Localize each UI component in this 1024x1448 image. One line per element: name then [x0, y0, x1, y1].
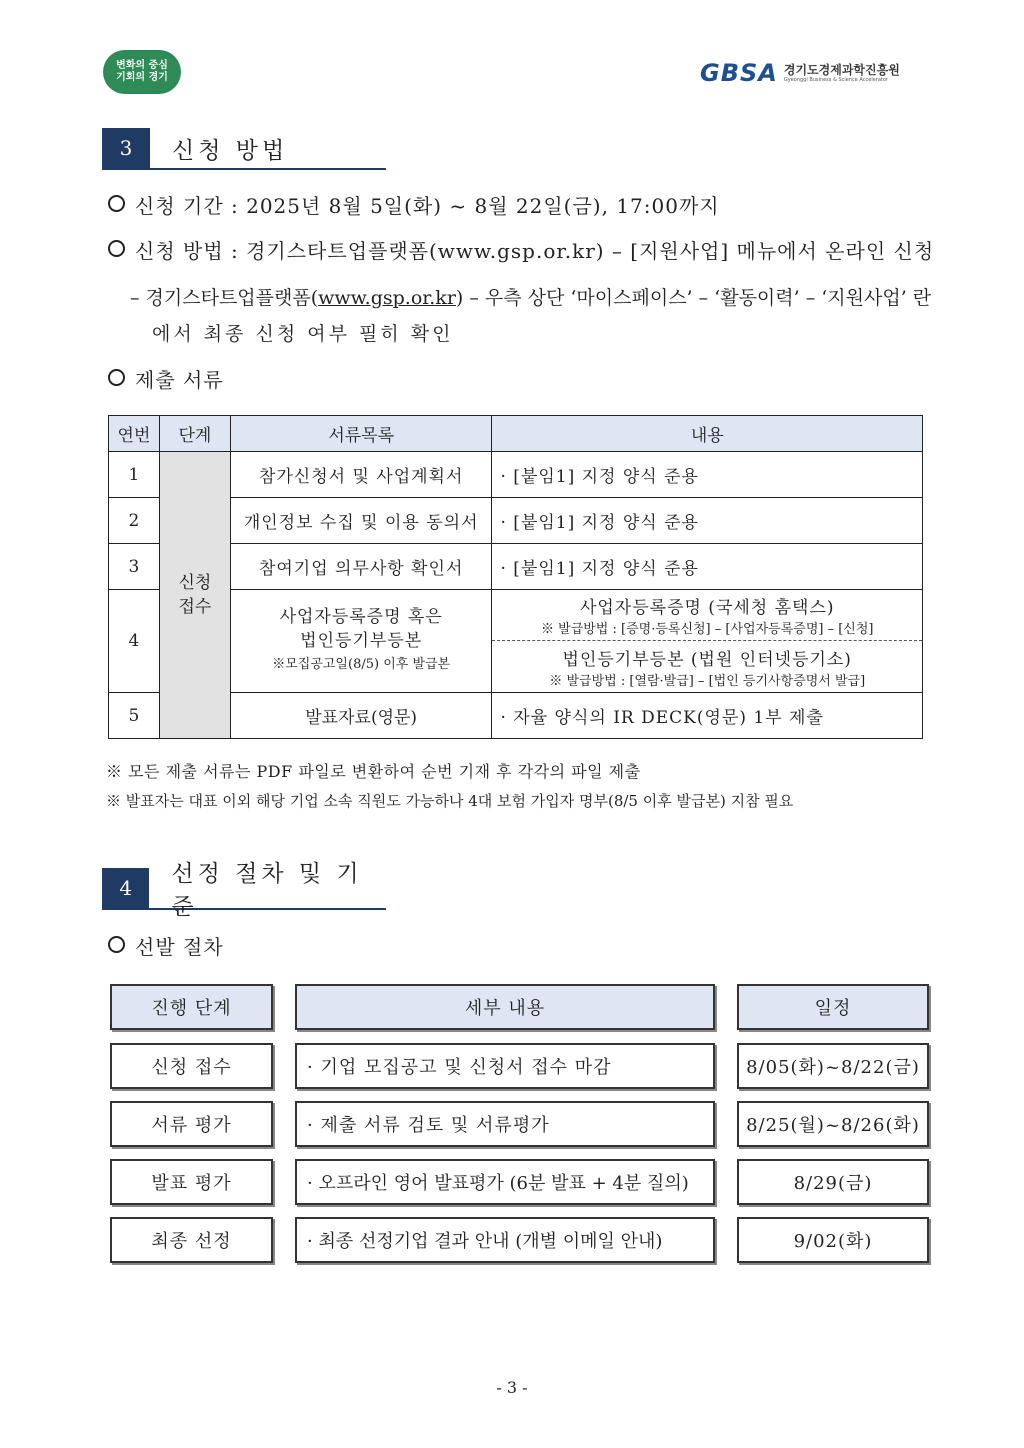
- proc-stage: 최종 선정: [110, 1217, 273, 1263]
- circle-bullet-icon: [108, 369, 125, 386]
- corp-registry-title: 법인등기부등본 (법원 인터넷등기소): [562, 649, 852, 670]
- section-4-title: 선정 절차 및 기준: [171, 861, 363, 920]
- documents-heading: [108, 364, 224, 393]
- col-header-stage: 단계: [159, 416, 230, 452]
- campaign-logo-line1: 변화의 중심: [116, 60, 168, 71]
- circle-bullet-icon: [108, 195, 125, 212]
- note-pdf: ※ 모든 제출 서류는 PDF 파일로 변환하여 순번 기재 후 각각의 파일 제출: [106, 762, 641, 781]
- table-row: [109, 544, 923, 590]
- application-method-text: 신청 방법 : 경기스타트업플랫폼(www.gsp.or.kr) – [지원사업] 메뉴에서 온라인 신청: [135, 239, 935, 263]
- method-note-prefix: – 경기스타트업플랫폼(: [130, 287, 319, 309]
- row-content: [492, 590, 923, 693]
- method-note-suffix: ) – 우측 상단 ‘마이스페이스’ – ‘활동이력’ – ‘지원사업’ 란: [455, 287, 932, 309]
- row-doc-note: ※모집공고일(8/5) 이후 발급본: [272, 657, 451, 672]
- section-3-heading: [102, 128, 386, 170]
- row-doc-line1: 사업자등록증명 혹은: [279, 607, 443, 627]
- application-method: [108, 235, 934, 264]
- row-content: · [붙임1] 지정 양식 준용: [492, 452, 923, 498]
- proc-header-date: 일정: [737, 984, 929, 1030]
- gbsa-name: 경기도경제과학진흥원: [783, 62, 900, 77]
- section-3-number: 3: [102, 128, 150, 168]
- section-4-heading: [102, 861, 386, 920]
- row-doc: [230, 590, 492, 693]
- section-3-title: 신청 방법: [172, 137, 289, 164]
- campaign-logo: [103, 50, 181, 94]
- proc-stage: 발표 평가: [110, 1159, 273, 1205]
- col-header-no: 연번: [109, 416, 160, 452]
- circle-bullet-icon: [108, 240, 125, 257]
- corp-registry-note: ※ 발급방법 : [열람·발급] – [법인 등기사항증명서 발급]: [549, 673, 866, 689]
- row-no: 3: [109, 544, 160, 590]
- row-doc: 참여기업 의무사항 확인서: [230, 544, 492, 590]
- row-doc-line2: 법인등기부등본: [300, 631, 423, 651]
- row-no: 5: [109, 693, 160, 739]
- business-cert-block: [492, 590, 922, 641]
- row-no: 1: [109, 452, 160, 498]
- col-header-content: 내용: [492, 416, 923, 452]
- stage-cell: [159, 452, 230, 739]
- row-doc: 개인정보 수집 및 이용 동의서: [230, 498, 492, 544]
- row-doc: 발표자료(영문): [230, 693, 492, 739]
- campaign-logo-line2: 기회의 경기: [116, 72, 168, 83]
- gbsa-mark: GBSA: [700, 59, 778, 87]
- note-presenter: ※ 발표자는 대표 이외 해당 기업 소속 직원도 가능하나 4대 보험 가입자 명부(8/5 이후 발급본) 지참 필요: [106, 792, 794, 810]
- procedure-heading-text: 선발 절차: [135, 935, 224, 959]
- proc-date: 8/25(월)~8/26(화): [737, 1101, 929, 1147]
- stage-text: 신청 접수: [178, 573, 212, 617]
- table-row: [109, 498, 923, 544]
- proc-header-detail: 세부 내용: [295, 984, 715, 1030]
- table-header-row: [109, 416, 923, 452]
- method-note-line1: [130, 283, 931, 310]
- table-row: [109, 590, 923, 693]
- method-note-line2: 에서 최종 신청 여부 필히 확인: [152, 323, 454, 345]
- section-4-number: 4: [102, 868, 149, 908]
- row-no: 2: [109, 498, 160, 544]
- col-header-doc: 서류목록: [230, 416, 492, 452]
- proc-header-stage: 진행 단계: [110, 984, 273, 1030]
- procedure-heading: [108, 931, 224, 960]
- proc-date: 9/02(화): [737, 1217, 929, 1263]
- gsp-link[interactable]: www.gsp.or.kr: [318, 287, 456, 309]
- gbsa-logo: [700, 58, 930, 88]
- row-doc: 참가신청서 및 사업계획서: [230, 452, 492, 498]
- circle-bullet-icon: [108, 936, 125, 953]
- business-cert-title: 사업자등록증명 (국세청 홈택스): [579, 598, 835, 618]
- gbsa-subtitle: Gyeonggi Business & Science Accelerator: [783, 76, 888, 83]
- table-row: [109, 452, 923, 498]
- documents-heading-text: 제출 서류: [135, 368, 224, 392]
- row-no: 4: [109, 590, 160, 693]
- proc-date: 8/05(화)~8/22(금): [737, 1043, 929, 1089]
- row-content: · [붙임1] 지정 양식 준용: [492, 498, 923, 544]
- proc-detail: · 최종 선정기업 결과 안내 (개별 이메일 안내): [295, 1217, 715, 1263]
- documents-table: [108, 415, 923, 739]
- proc-date: 8/29(금): [737, 1159, 929, 1205]
- proc-stage: 신청 접수: [110, 1043, 273, 1089]
- row-content: · 자율 양식의 IR DECK(영문) 1부 제출: [492, 693, 923, 739]
- application-period: [108, 190, 720, 219]
- table-row: [109, 693, 923, 739]
- application-period-text: 신청 기간 : 2025년 8월 5일(화) ~ 8월 22일(금), 17:00까지: [135, 194, 720, 218]
- proc-detail: · 제출 서류 검토 및 서류평가: [295, 1101, 715, 1147]
- corp-registry-block: [492, 641, 922, 692]
- proc-stage: 서류 평가: [110, 1101, 273, 1147]
- page-number: - 3 -: [496, 1378, 528, 1397]
- proc-detail: · 기업 모집공고 및 신청서 접수 마감: [295, 1043, 715, 1089]
- proc-detail: · 오프라인 영어 발표평가 (6분 발표 + 4분 질의): [295, 1159, 715, 1205]
- row-content: · [붙임1] 지정 양식 준용: [492, 544, 923, 590]
- business-cert-note: ※ 발급방법 : [증명·등록신청] – [사업자등록증명] – [신청]: [541, 622, 874, 637]
